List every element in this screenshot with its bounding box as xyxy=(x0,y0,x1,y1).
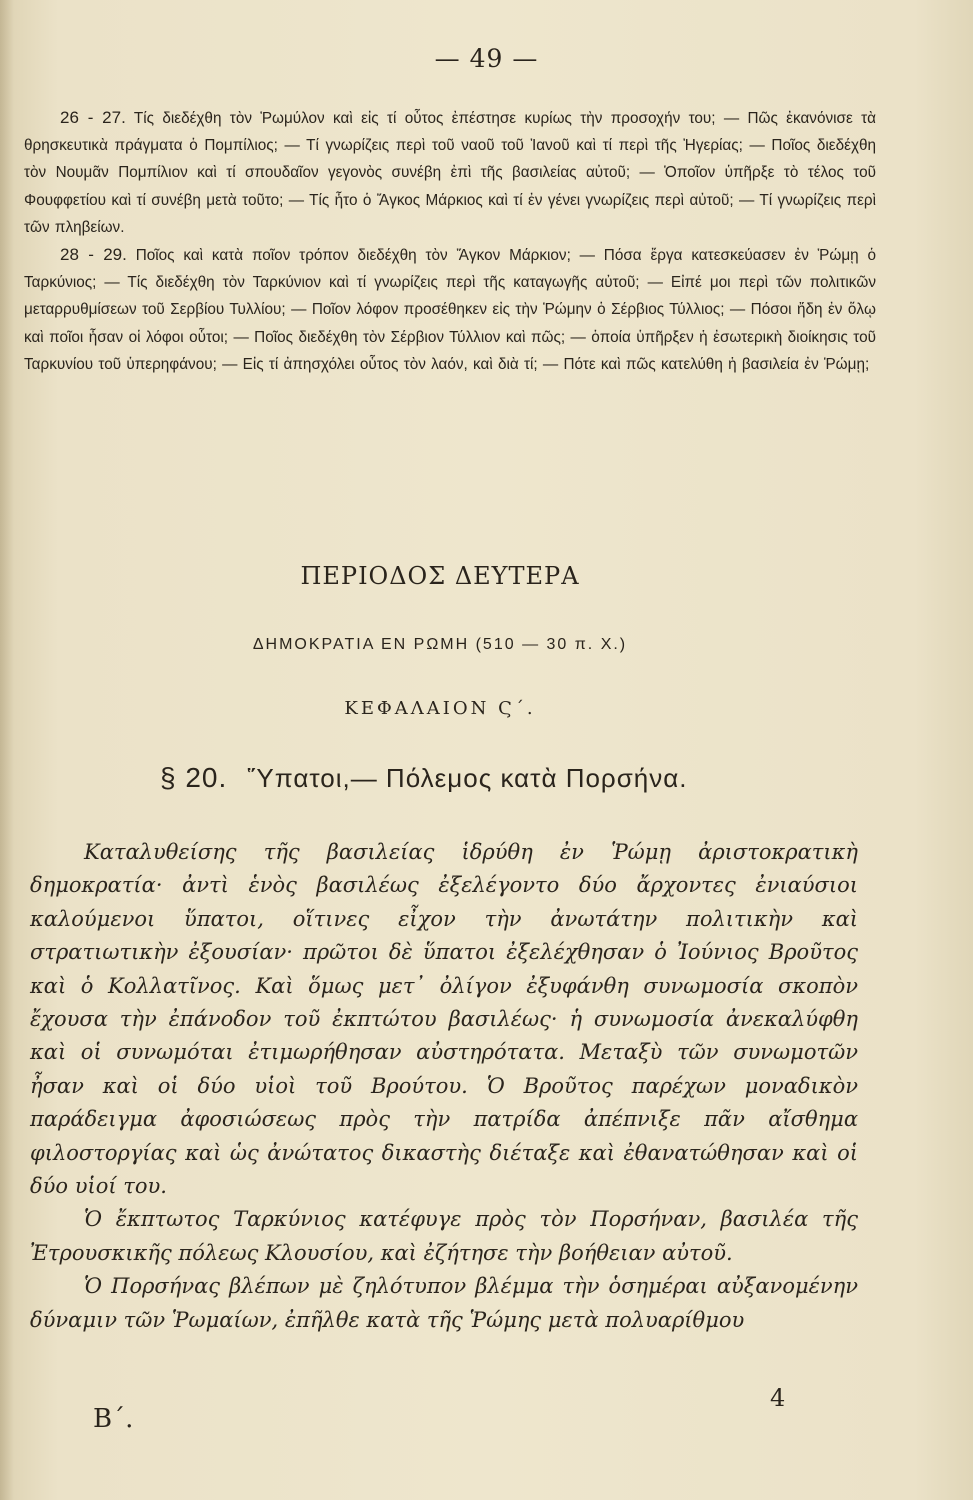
chapter-title: ΚΕΦΑΛΑΙΟΝ Ϛ΄. xyxy=(344,698,536,719)
section-heading xyxy=(160,762,800,794)
section-number: § 20. xyxy=(160,762,228,793)
section-title: Ὕπατοι,— Πόλεμος κατὰ Πορσήνα. xyxy=(247,763,688,793)
question-text: Ποῖος καὶ κατὰ ποῖον τρόπον διεδέχθη τὸν Ἄγκον Μάρκιον; — Πόσα ἔργα κατεσκεύασεν ἐν Ῥώμῃ ὁ Ταρκύνιος; — Τίς διεδέχθη τὸν Ταρκύνιον καὶ τί γνωρίζεις περὶ τῆς καταγωγῆς αὐτοῦ; — Εἰπέ μοι περὶ τῶν πολιτικῶν μεταρρυθμίσεων τοῦ Σερβίου Τυλλίου; — Ποῖον λόφον προσέθηκεν εἰς τὴν Ῥώμην ὁ Σέρβιος Τύλλιος; — Πόσοι ἤδη ἐν ὅλῳ καὶ ποῖοι ἦσαν οἱ λόφοι οὗτοι; — Ποῖος διεδέχθη τὸν Σέρβιον Τύλλιον καὶ πῶς; — ὁποία ὑπῆρξεν ἡ ἐσωτερικὴ διοίκησις τοῦ Ταρκυνίου τοῦ ὑπερηφάνου; — Εἰς τί ἀπησχόλει οὗτος τὸν λαόν, καὶ διὰ τί; — Πότε καὶ πῶς κατελύθη ἡ βασιλεία ἐν Ῥώμῃ; xyxy=(24,247,876,373)
question-text: Τίς διεδέχθη τὸν Ῥωμύλον καὶ εἰς τί οὗτος ἐπέστησε κυρίως τὴν προσοχήν του; — Πῶς ἐκανόνισε τὰ θρησκευτικὰ πράγματα ὁ Πομπίλιος; — Τί γνωρίζεις περὶ τοῦ ναοῦ τοῦ Ἰανοῦ καὶ τί περὶ τῆς Ἠγερίας; — Ποῖος διεδέχθη τὸν Νουμᾶν Πομπίλιον καὶ τί σπουδαῖον γεγονὸς συνέβη ἐπὶ τῆς βασιλείας αὐτοῦ; — Ὁποῖον ὑπῆρξε τὸ τέλος τοῦ Φουφφετίου καὶ τί συνέβη μετὰ τοῦτο; — Τίς ἦτο ὁ Ἄγκος Μάρκιος καὶ τί ἐν γένει γνωρίζεις περὶ αὐτοῦ; — Τί γνωρίζεις περὶ τῶν πληβείων. xyxy=(24,110,876,236)
review-questions xyxy=(24,104,876,378)
page-number: — 49 — xyxy=(434,44,539,73)
body-paragraph: Ὁ ἔκπτωτος Ταρκύνιος κατέφυγε πρὸς τὸν Πορσήναν, βασιλέα τῆς Ἐτρουσκικῆς πόλεως Κλουσίου, καὶ ἐζήτησε τὴν βοήθειαν αὐτοῦ. xyxy=(30,1207,858,1265)
question-paragraph xyxy=(24,241,876,378)
body-paragraph: Ὁ Πορσήνας βλέπων μὲ ζηλότυπον βλέμμα τὴν ὁσημέραι αὐξανομένην δύναμιν τῶν Ῥωμαίων, ἐπῆλθε κατὰ τῆς Ῥώμης μετὰ πολυαρίθμου xyxy=(30,1274,858,1332)
sheet-number: 4 xyxy=(770,1384,786,1412)
signature-mark: Β΄. xyxy=(93,1404,134,1434)
question-paragraph xyxy=(24,104,876,241)
question-number: 28 - 29. xyxy=(60,245,127,265)
body-paragraph: Καταλυθείσης τῆς βασιλείας ἱδρύθη ἐν Ῥώμῃ ἀριστοκρατικὴ δημοκρατία· ἀντὶ ἑνὸς βασιλέως ἐξελέγοντο δύο ἄρχοντες ἐνιαύσιοι καλούμενοι ὕπατοι, οἵτινες εἶχον τὴν ἀνωτάτην πολιτικὴν καὶ στρατιωτικὴν ἐξουσίαν· πρῶτοι δὲ ὕπατοι ἐξελέχθησαν ὁ Ἰούνιος Βροῦτος καὶ ὁ Κολλατῖνος. Καὶ ὅμως μετ᾽ ὀλίγον ἐξυφάνθη συνωμοσία σκοπὸν ἔχουσα τὴν ἐπάνοδον τοῦ ἐκπτώτου βασιλέως· ἡ συνωμοσία ἀνεκαλύφθη καὶ οἱ συνωμόται ἐτιμωρήθησαν αὐστηρότατα. Μεταξὺ τῶν συνωμοτῶν ἦσαν καὶ οἱ δύο υἱοὶ τοῦ Βρούτου. Ὁ Βροῦτος παρέχων μοναδικὸν παράδειγμα ἀφοσιώσεως πρὸς τὴν πατρίδα ἀπέπνιξε πᾶν αἴσθημα φιλοστοργίας καὶ ὡς ἀνώτατος δικαστὴς διέταξε καὶ ἐθανατώθησαν καὶ οἱ δύο υἱοί του. xyxy=(30,840,858,1199)
question-number: 26 - 27. xyxy=(60,108,126,127)
binding-shadow xyxy=(0,0,14,1500)
period-title: ΠΕΡΙΟΔΟΣ ΔΕΥΤΕΡΑ xyxy=(300,562,580,590)
democracy-subtitle: ΔΗΜΟΚΡΑΤΙΑ ΕΝ ΡΩΜΗ (510 — 30 π. Χ.) xyxy=(252,636,628,653)
body-text xyxy=(30,836,858,1337)
